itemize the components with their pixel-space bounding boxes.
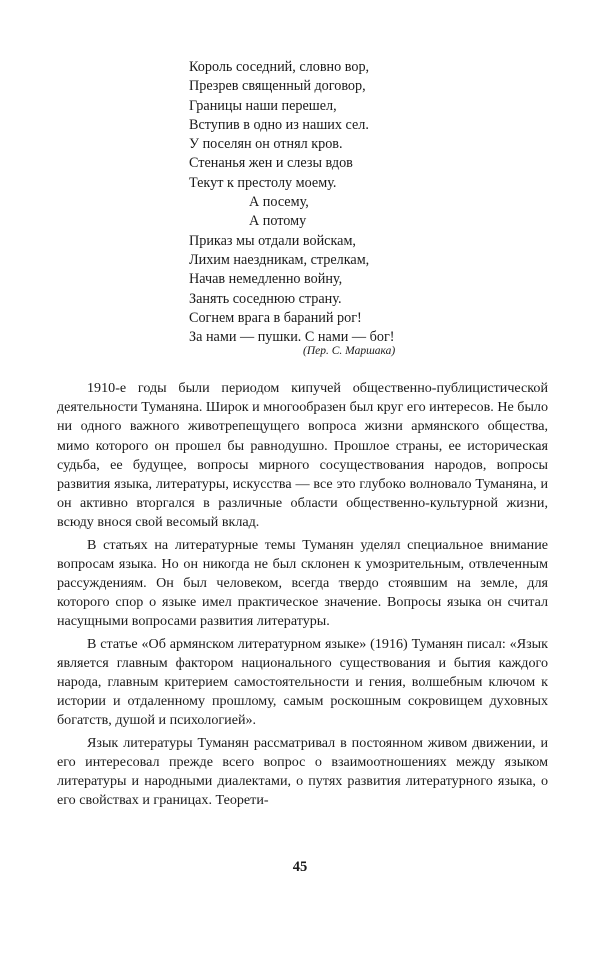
poem-line: А посему, [249,194,309,211]
paragraph: 1910-е годы были периодом кипучей общественно-публицистической деятельности Туманяна. Широк и многообразен был круг его интересов. Не было ни одного важного животрепещущего вопроса жизни армянского общества, мимо которого он прошел бы равнодушно. Прошлое страны, ее историческая судьба, ее будущее, вопросы мирного сосуществования народов, вопросы развития языка, литературы, искусства — все это глубоко волновало Туманяна, и он активно вторгался в различные области общественно-культурной жизни, всюду внося свой весомый вклад. [57,380,548,531]
poem-line: Стенанья жен и слезы вдов [189,155,353,172]
poem-line: Занять соседнюю страну. [189,290,342,307]
poem-line: Границы наши перешел, [189,97,337,114]
poem-line: Вступив в одно из наших сел. [189,116,369,133]
poem-line: За нами — пушки. С нами — бог! [189,329,395,346]
paragraph: Язык литературы Туманян рассматривал в постоянном живом движении, и его интересовал прежде всего вопрос о взаимоотношениях между языком литературы и народными диалектами, о путях развития литературного языка, о его свойствах и границах. Теорети- [57,734,548,809]
paragraph: В статье «Об армянском литературном языке» (1916) Туманян писал: «Язык является главным фактором национального существования и бытия каждого народа, главным критерием самостоятельности и гения, волшебным ключом к истории и отдаленному прошлому, самым роскошным сокровищем духовных богатств, душой и психологией». [57,635,548,729]
poem-line: У поселян он отнял кров. [189,136,343,153]
poem-line: Лихим наездникам, стрелкам, [189,251,370,268]
poem-attribution: (Пер. С. Маршака) [303,345,396,357]
body-text [57,379,548,813]
poem-line: Текут к престолу моему. [189,174,337,191]
poem-line: Начав немедленно войну, [189,271,343,288]
poem-line: Король соседний, словно вор, [189,59,370,75]
poem-line: Презрев священный договор, [189,78,366,95]
paragraph: В статьях на литературные темы Туманян уделял специальное внимание вопросам языка. Но он никогда не был склонен к умозрительным, отвлеченным рассуждениям. Он был человеком, всегда твердо стоявшим на земле, для которого спор о языке имел практическое значение. Вопросы языка он считал насущными вопросами развития литературы. [57,536,548,630]
page-number: 45 [292,859,308,875]
poem-line: Согнем врага в бараний рог! [189,309,362,326]
poem-line: А потому [249,213,307,230]
poem-line: Приказ мы отдали войскам, [189,232,356,249]
poem-stanza [189,58,449,347]
